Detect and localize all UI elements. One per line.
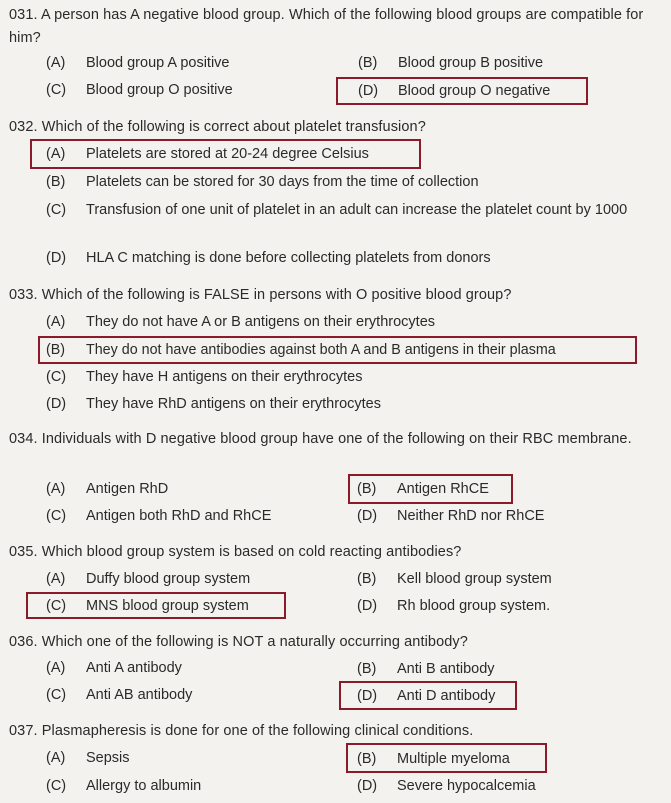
option-c: (C) Blood group O positive	[46, 82, 233, 98]
option-a: (A) Platelets are stored at 20-24 degree Celsius	[46, 146, 369, 162]
option-b: (B) Antigen RhCE	[357, 481, 489, 497]
question-33	[9, 284, 665, 307]
option-d: (D) Anti D antibody	[357, 688, 496, 704]
option-b: (B) They do not have antibodies against both A and B antigens in their plasma	[46, 342, 556, 358]
option-a: (A) Sepsis	[46, 750, 130, 766]
question-31	[9, 4, 665, 50]
question-number: 032.	[9, 119, 38, 135]
question-text: Which of the following is FALSE in persons with O positive blood group?	[41, 287, 512, 303]
option-d: (D) Severe hypocalcemia	[357, 778, 536, 794]
answer-highlight-box	[336, 77, 588, 105]
option-c: (C) Allergy to albumin	[46, 778, 202, 794]
option-a: (A) Anti A antibody	[46, 660, 182, 676]
question-number: 034.	[9, 431, 38, 447]
question-text: Individuals with D negative blood group have one of the following on their RBC membrane.	[41, 431, 632, 447]
option-c: (C) Antigen both RhD and RhCE	[46, 508, 272, 524]
question-number: 031.	[9, 7, 38, 23]
option-b: (B) Blood group B positive	[358, 55, 544, 71]
option-d: (D) They have RhD antigens on their erythrocytes	[46, 396, 381, 412]
question-36	[9, 631, 665, 654]
question-text: Which of the following is correct about platelet transfusion?	[41, 119, 426, 135]
option-d: (D) HLA C matching is done before collecting platelets from donors	[46, 250, 491, 266]
question-number: 035.	[9, 544, 38, 560]
question-number: 036.	[9, 634, 38, 650]
option-c: (C) Transfusion of one unit of platelet in an adult can increase the platelet count by 1000	[46, 202, 628, 218]
option-c: (C) They have H antigens on their erythrocytes	[46, 369, 363, 385]
option-a: (A) Blood group A positive	[46, 55, 230, 71]
option-c: (C) MNS blood group system	[46, 598, 249, 614]
option-a: (A) Antigen RhD	[46, 481, 169, 497]
option-c: (C) Anti AB antibody	[46, 687, 193, 703]
option-a: (A) They do not have A or B antigens on their erythrocytes	[46, 314, 436, 330]
question-34	[9, 428, 665, 451]
answer-highlight-box	[339, 681, 517, 710]
answer-highlight-box	[348, 474, 513, 504]
option-a: (A) Duffy blood group system	[46, 571, 251, 587]
answer-highlight-box	[30, 139, 421, 169]
question-text: A person has A negative blood group. Which of the following blood groups are compatible for him?	[9, 7, 644, 46]
question-37	[9, 720, 665, 743]
question-number: 037.	[9, 723, 38, 739]
option-b: (B) Multiple myeloma	[357, 751, 510, 767]
question-text: Which one of the following is NOT a naturally occurring antibody?	[41, 634, 468, 650]
answer-highlight-box	[346, 743, 547, 773]
option-b: (B) Kell blood group system	[357, 571, 552, 587]
answer-highlight-box	[38, 336, 637, 364]
option-d: (D) Neither RhD nor RhCE	[357, 508, 545, 524]
option-b: (B) Anti B antibody	[357, 661, 495, 677]
question-number: 033.	[9, 287, 38, 303]
question-text: Which blood group system is based on cold reacting antibodies?	[41, 544, 462, 560]
option-b: (B) Platelets can be stored for 30 days from the time of collection	[46, 174, 479, 190]
question-text: Plasmapheresis is done for one of the following clinical conditions.	[41, 723, 474, 739]
option-d: (D) Blood group O negative	[358, 83, 551, 99]
question-35	[9, 541, 665, 564]
answer-highlight-box	[26, 592, 286, 619]
question-32	[9, 116, 665, 139]
option-d: (D) Rh blood group system.	[357, 598, 551, 614]
